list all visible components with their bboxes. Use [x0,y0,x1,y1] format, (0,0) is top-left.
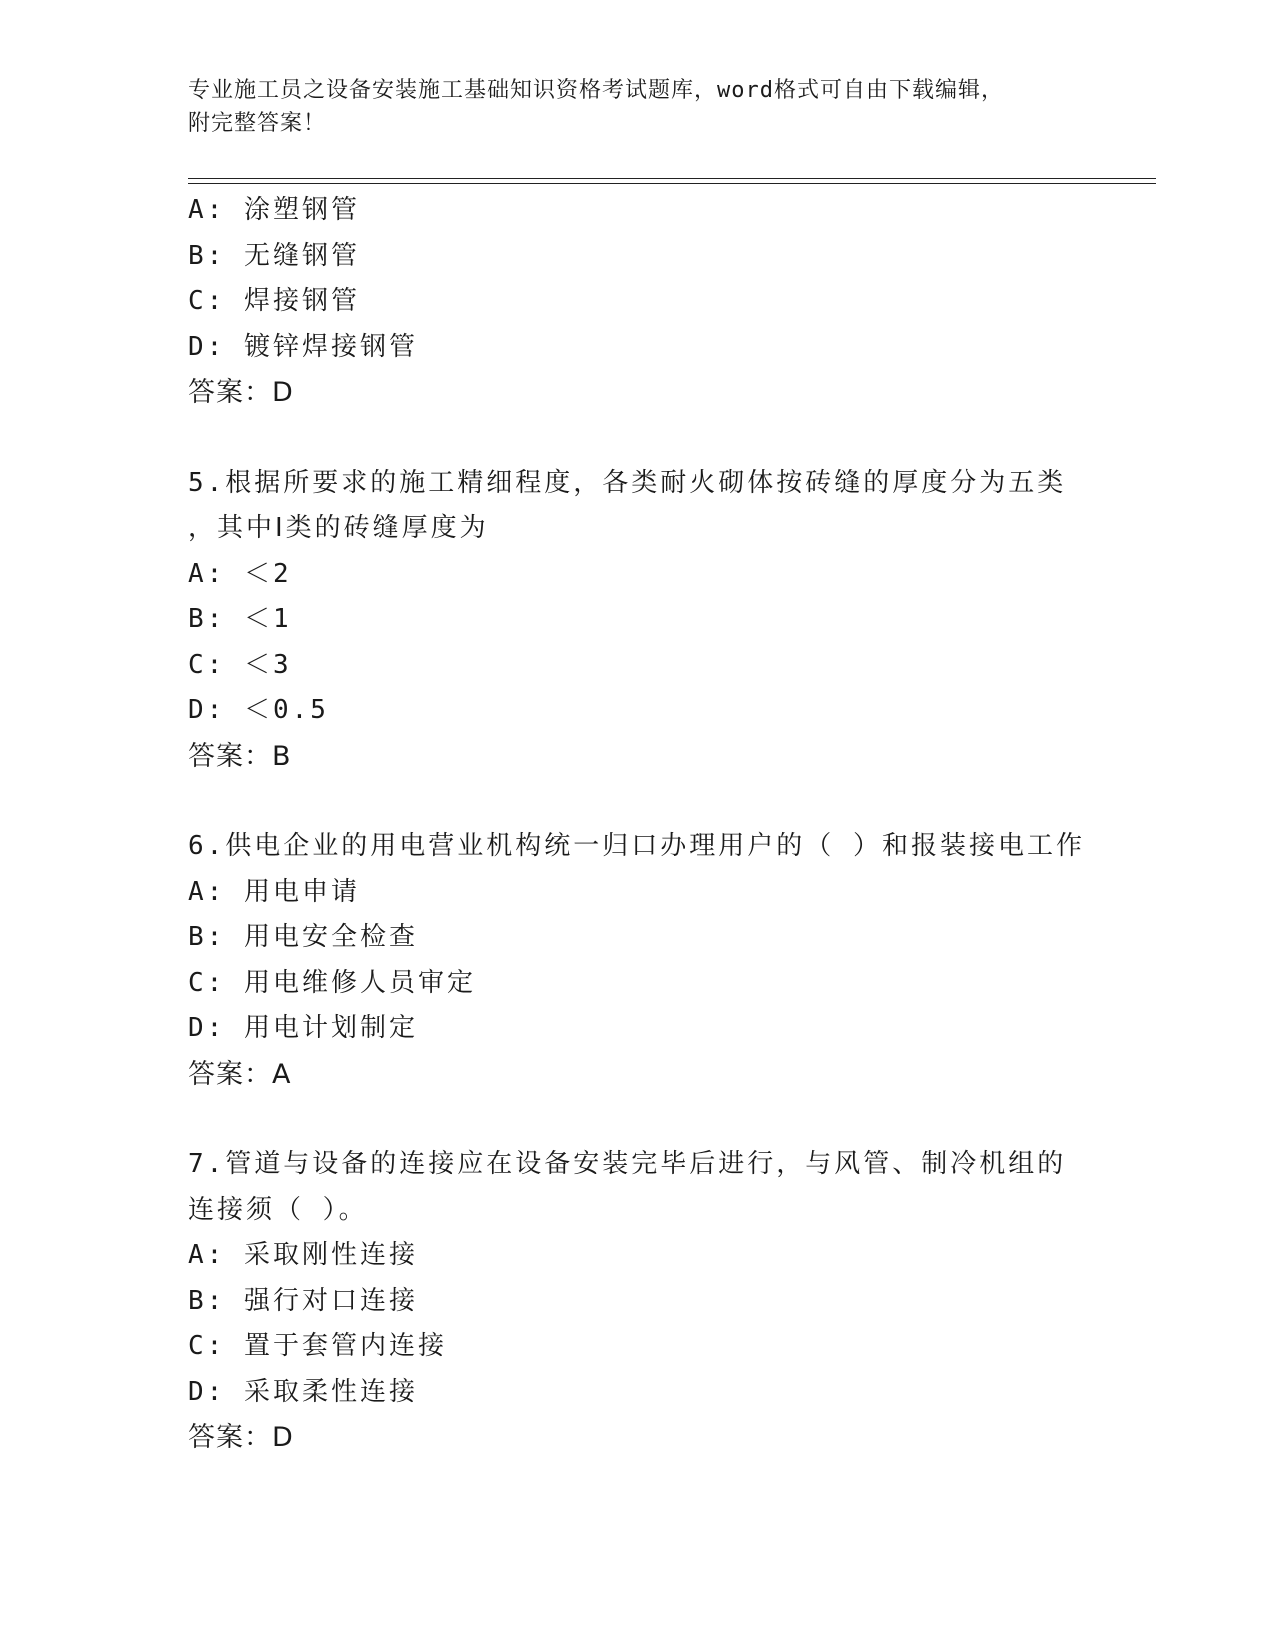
option-a: A: 用电申请 [188,876,360,907]
spacer [188,1097,1088,1142]
option-c: C: ＜3 [188,649,292,680]
question-6 [188,824,1088,1097]
option-c: C: 置于套管内连接 [188,1331,447,1361]
option-b: B: 用电安全检查 [188,922,418,952]
question-4-continuation [188,188,1088,416]
spacer [188,416,1088,461]
question-list [188,188,1088,1461]
option-d: D: 用电计划制定 [188,1013,418,1043]
option-c: C: 焊接钢管 [188,286,360,316]
option-a: A: 采取刚性连接 [188,1240,418,1270]
question-stem: 6.供电企业的用电营业机构统一归口办理用户的（ ）和报装接电工作 [188,831,1085,861]
answer: 答案：D [188,1422,294,1453]
option-d: D: 镀锌焊接钢管 [188,331,418,362]
answer: 答案：D [188,377,294,408]
question-7 [188,1142,1088,1461]
question-stem: 连接须（ ）。 [188,1194,368,1225]
answer: 答案：A [188,1058,292,1090]
option-b: B: 强行对口连接 [188,1285,418,1316]
header-line-1: 专业施工员之设备安装施工基础知识资格考试题库，word格式可自由下载编辑， [188,78,1004,103]
option-d: D: 采取柔性连接 [188,1376,418,1407]
option-a: A: 涂塑钢管 [188,195,360,225]
spacer [188,779,1088,824]
header-divider-top [188,178,1156,179]
option-d: D: ＜0.5 [188,695,329,725]
header-divider-bottom [188,183,1156,184]
option-c: C: 用电维修人员审定 [188,967,476,998]
document-header [188,74,1068,140]
option-a: A: ＜2 [188,558,292,589]
header-line-2: 附完整答案！ [188,111,327,136]
question-stem: ，其中Ⅰ类的砖缝厚度为 [188,513,489,543]
question-stem: 5.根据所要求的施工精细程度，各类耐火砌体按砖缝的厚度分为五类 [188,467,1067,498]
option-b: B: 无缝钢管 [188,240,360,271]
option-b: B: ＜1 [188,604,292,634]
answer: 答案：B [188,740,292,772]
question-5 [188,461,1088,780]
question-stem: 7.管道与设备的连接应在设备安装完毕后进行，与风管、制冷机组的 [188,1149,1067,1179]
